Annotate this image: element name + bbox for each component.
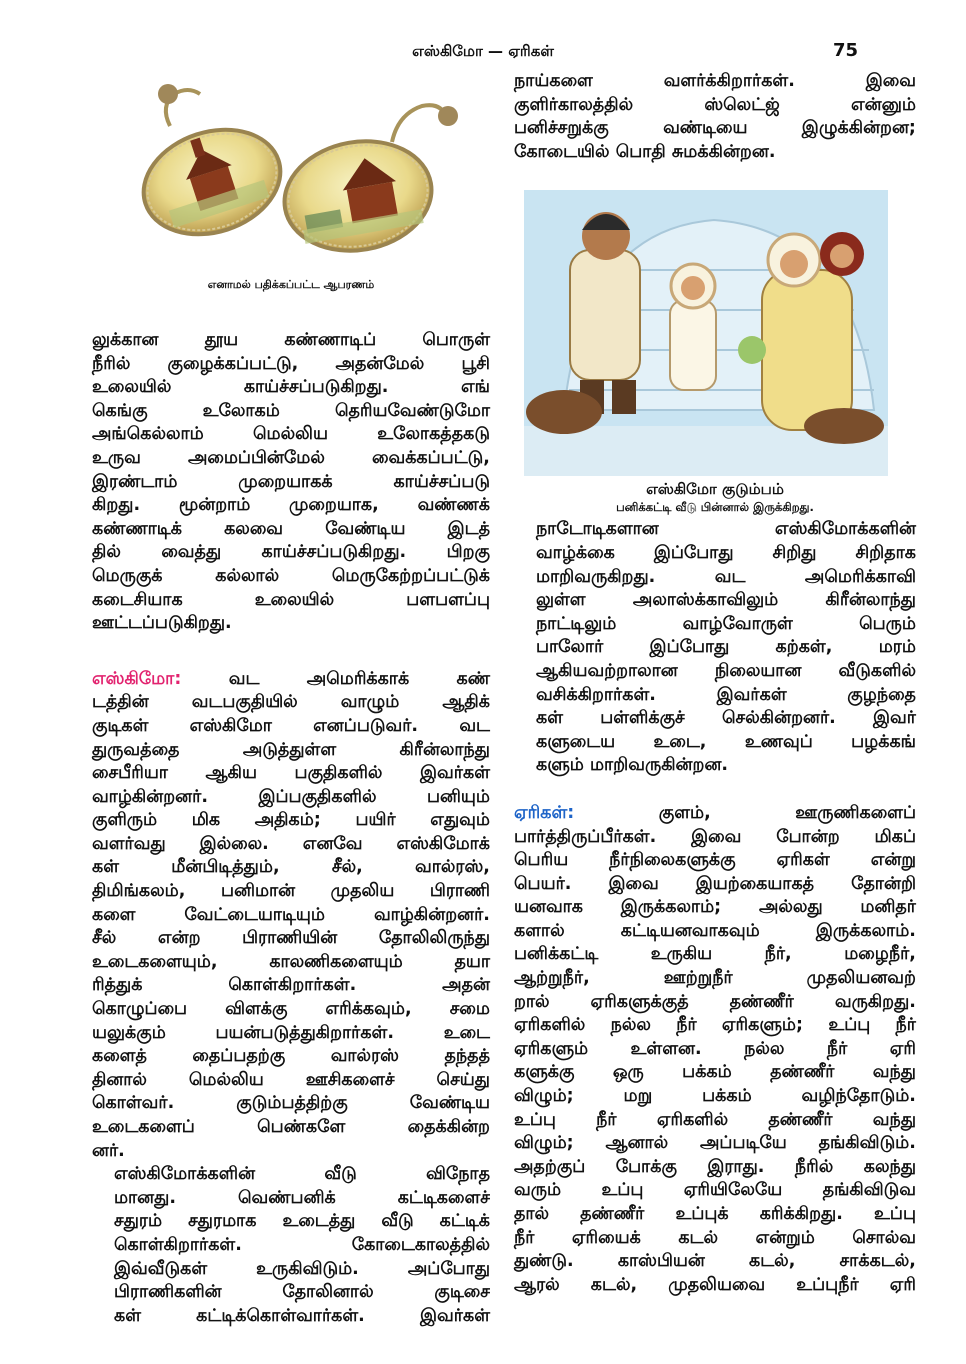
left-para3-line: எஸ்கிமோக்களின் வீடு விநோத bbox=[114, 1164, 490, 1185]
right-para3-line: விழும்; ஆனால் அப்படியே தங்கிவிடும். bbox=[514, 1133, 916, 1154]
left-para1-line: உருவ அமைப்பின்மேல் வைக்கப்பட்டு, bbox=[92, 447, 490, 468]
left-para2-line: குளிரும் மிக அதிகம்; பயிர் எதுவும் bbox=[92, 810, 490, 831]
left-para2-line: ரித்துக் கொள்கிறார்கள். அதன் bbox=[92, 975, 490, 996]
left-para2-line: னர். bbox=[92, 1140, 125, 1161]
lakes-first-line: குளம், ஊருணிகளைப் bbox=[658, 802, 916, 823]
left-para2-line: டத்தின் வடபகுதியில் வாழும் ஆதிக் bbox=[92, 692, 490, 713]
left-para2-line: யலுக்கும் பயன்படுத்துகிறார்கள். உடை bbox=[92, 1022, 490, 1043]
paragraph-nomads bbox=[514, 518, 916, 778]
left-para2-line: சைபீரியா ஆகிய பகுதிகளில் இவர்கள் bbox=[92, 763, 490, 784]
right-para3-line: யனவாக இருக்கலாம்; அல்லது மனிதர் bbox=[514, 897, 916, 918]
left-para3-line: மானது. வெண்பனிக் கட்டிகளைச் bbox=[114, 1187, 490, 1208]
right-para3-line: களால் கட்டியனவாகவும் இருக்கலாம். bbox=[514, 920, 916, 941]
right-para2-line: ஆகியவற்றாலான நிலையான வீடுகளில் bbox=[536, 660, 916, 681]
right-para3-line: ஆரல் கடல், முதலியவை உப்புநீர் ஏரி bbox=[514, 1274, 916, 1295]
left-para2-line: உடைகளையும், காலணிகளையும் தயா bbox=[92, 951, 490, 972]
left-para2-line: வளர்வது இல்லை. எனவே எஸ்கிமோக் bbox=[92, 833, 490, 854]
paragraph-eskimo-houses bbox=[92, 1163, 490, 1328]
left-para2-line: களை வேட்டையாடியும் வாழ்கின்றனர். bbox=[92, 904, 490, 925]
right-para3-line: பனிக்கட்டி உருகிய நீர், மழைநீர், bbox=[514, 944, 916, 965]
paragraph-dogs bbox=[514, 70, 916, 164]
right-para2-line: களுடைய உடை, உணவுப் பழக்கங் bbox=[536, 731, 916, 752]
left-column bbox=[92, 70, 490, 1328]
right-para1-line: பனிச்சறுக்கு வண்டியை இழுக்கின்றன; bbox=[514, 118, 916, 139]
running-title: எஸ்கிமோ — ஏரிகள் bbox=[412, 42, 554, 60]
family-caption-title: எஸ்கிமோ குடும்பம் bbox=[646, 480, 784, 499]
eskimo-first-line: வட அமெரிக்காக் கண் bbox=[228, 668, 490, 689]
page-header bbox=[0, 38, 966, 68]
enamel-jewel-illustration bbox=[92, 70, 490, 270]
left-para2-line: திமிங்கலம், பனிமான் முதலிய பிராணி bbox=[92, 881, 490, 902]
right-para3-line: பெயர். இவை இயற்கையாகத் தோன்றி bbox=[514, 873, 916, 894]
left-para1-line: கண்ணாடிக் கலவை வேண்டிய இடத் bbox=[92, 518, 490, 539]
left-para2-line: தினால் மெல்லிய ஊசிகளைச் செய்து bbox=[92, 1069, 490, 1090]
right-para3-line: விழும்; மறு பக்கம் வழிந்தோடும். bbox=[514, 1086, 916, 1107]
family-caption-subtitle: பனிக்கட்டி வீடு பின்னால் இருக்கிறது. bbox=[616, 500, 814, 515]
left-para1-line: கடைசியாக உலையில் பளபளப்பு bbox=[92, 589, 490, 610]
left-para1-line: கிறது. மூன்றாம் முறையாக, வண்ணக் bbox=[92, 495, 490, 516]
left-para2-line: வாழ்கின்றனர். இப்பகுதிகளில் பனியும் bbox=[92, 786, 490, 807]
left-para1-line: தில் வைத்து காய்ச்சப்படுகிறது. பிறகு bbox=[92, 542, 490, 563]
paragraph-eskimo-intro bbox=[92, 668, 490, 692]
page-number: 75 bbox=[832, 40, 858, 61]
left-para3-line: இவ்வீடுகள் உருகிவிடும். அப்போது bbox=[114, 1258, 490, 1279]
paragraph-enamel-process bbox=[92, 329, 490, 636]
paragraph-lakes-intro bbox=[514, 802, 916, 826]
right-para3-line: ஏரிகளில் நல்ல நீர் ஏரிகளும்; உப்பு நீர் bbox=[514, 1015, 916, 1036]
right-para2-line: பாலோர் இப்போது கற்கள், மரம் bbox=[536, 637, 916, 658]
right-para2-line: நாடோடிகளான எஸ்கிமோக்களின் bbox=[536, 519, 916, 540]
right-para2-line: நாட்டிலும் வாழ்வோருள் பெரும் bbox=[536, 613, 916, 634]
left-para2-line: குடிகள் எஸ்கிமோ எனப்படுவர். வட bbox=[92, 715, 490, 736]
eskimo-family-illustration bbox=[524, 190, 888, 476]
right-para3-line: பெரிய நீர்நிலைகளுக்கு ஏரிகள் என்று bbox=[514, 850, 916, 871]
left-para3-line: பிராணிகளின் தோலினால் குடிசை bbox=[114, 1282, 490, 1303]
left-para2-line: துருவத்தை அடுத்துள்ள கிரீன்லாந்து bbox=[92, 739, 490, 760]
left-para2-line: களைத் தைப்பதற்கு வால்ரஸ் தந்தத் bbox=[92, 1046, 490, 1067]
right-para2-line: வசிக்கிறார்கள். இவர்கள் குழந்தை bbox=[536, 684, 916, 705]
right-para3-line: உப்பு நீர் ஏரிகளில் தண்ணீர் வந்து bbox=[514, 1109, 916, 1130]
left-para3-line: சதுரம் சதுரமாக உடைத்து வீடு கட்டிக் bbox=[114, 1211, 490, 1232]
jewel-caption: எனாமல் பதிக்கப்பட்ட ஆபரணம் bbox=[207, 278, 375, 291]
right-para1-line: நாய்களை வளர்க்கிறார்கள். இவை bbox=[514, 71, 916, 91]
left-para2-line: கொழுப்பை விளக்கு எரிக்கவும், சமை bbox=[92, 999, 490, 1020]
right-para3-line: தால் தண்ணீர் உப்புக் கரிக்கிறது. உப்பு bbox=[514, 1204, 916, 1224]
left-para1-line: லுக்கான தூய கண்ணாடிப் பொருள் bbox=[92, 330, 490, 350]
left-para1-line: இரண்டாம் முறையாகக் காய்ச்சப்படு bbox=[92, 471, 490, 492]
lakes-heading: ஏரிகள்: bbox=[514, 802, 575, 823]
left-para1-line: உலையில் காய்ச்சப்படுகிறது. எங் bbox=[92, 377, 490, 398]
paragraph-eskimo-body bbox=[92, 691, 490, 1163]
right-para3-line: வரும் உப்பு ஏரியிலேயே தங்கிவிடுவ bbox=[514, 1180, 916, 1201]
left-para2-line: உடைகளைப் பெண்களே தைக்கின்ற bbox=[92, 1117, 490, 1137]
right-para2-line: வாழ்க்கை இப்போது சிறிது சிறிதாக bbox=[536, 542, 916, 563]
right-para2-line: மாறிவருகிறது. வட அமெரிக்காவி bbox=[536, 566, 916, 587]
right-para2-line: லுள்ள அலாஸ்க்காவிலும் கிரீன்லாந்து bbox=[536, 590, 916, 611]
right-para3-line: பார்த்திருப்பீர்கள். இவை போன்ற மிகப் bbox=[514, 826, 916, 847]
right-para3-line: அதற்குப் போக்கு இராது. நீரில் கலந்து bbox=[514, 1156, 916, 1177]
left-para1-line: அங்கெல்லாம் மெல்லிய உலோகத்தகடு bbox=[92, 424, 490, 445]
left-para1-line: நீரில் குழைக்கப்பட்டு, அதன்மேல் பூசி bbox=[92, 353, 490, 374]
right-para3-line: நீர் ஏரியைக் கடல் என்றும் சொல்வ bbox=[514, 1227, 916, 1248]
left-para3-line: கள் கட்டிக்கொள்வார்கள். இவர்கள் bbox=[114, 1305, 490, 1326]
right-para1-line: குளிர்காலத்தில் ஸ்லெட்ஜ் என்னும் bbox=[514, 94, 916, 115]
right-para1-line: கோடையில் பொதி சுமக்கின்றன. bbox=[514, 141, 776, 162]
right-para2-line: களும் மாறிவருகின்றன. bbox=[536, 755, 729, 776]
eskimo-heading: எஸ்கிமோ: bbox=[92, 668, 182, 689]
right-para3-line: றால் ஏரிகளுக்குத் தண்ணீர் வருகிறது. bbox=[514, 991, 916, 1012]
right-para3-line: களுக்கு ஒரு பக்கம் தண்ணீர் வந்து bbox=[514, 1062, 916, 1083]
right-column bbox=[514, 70, 916, 1297]
left-para1-line: கெங்கு உலோகம் தெரியவேண்டுமோ bbox=[92, 400, 490, 421]
right-para3-line: ஏரிகளும் உள்ளன. நல்ல நீர் ஏரி bbox=[514, 1038, 916, 1059]
left-para2-line: கொள்வர். குடும்பத்திற்கு வேண்டிய bbox=[92, 1093, 490, 1114]
left-para1-line: மெருகுக் கல்லால் மெருகேற்றப்பட்டுக் bbox=[92, 565, 490, 586]
right-para3-line: ஆற்றுநீர், ஊற்றுநீர் முதலியனவற் bbox=[514, 968, 916, 989]
right-para2-line: கள் பள்ளிக்குச் செல்கின்றனர். இவர் bbox=[536, 708, 916, 729]
left-para2-line: கள் மீன்பிடித்தும், சீல், வால்ரஸ், bbox=[92, 857, 490, 878]
left-para2-line: சீல் என்ற பிராணியின் தோலிலிருந்து bbox=[92, 928, 490, 949]
left-para3-line: கொள்கிறார்கள். கோடைகாலத்தில் bbox=[114, 1234, 490, 1255]
right-para3-line: துண்டு. காஸ்பியன் கடல், சாக்கடல், bbox=[514, 1251, 916, 1272]
paragraph-lakes-body bbox=[514, 826, 916, 1298]
left-para1-line: ஊட்டப்படுகிறது. bbox=[92, 613, 232, 634]
